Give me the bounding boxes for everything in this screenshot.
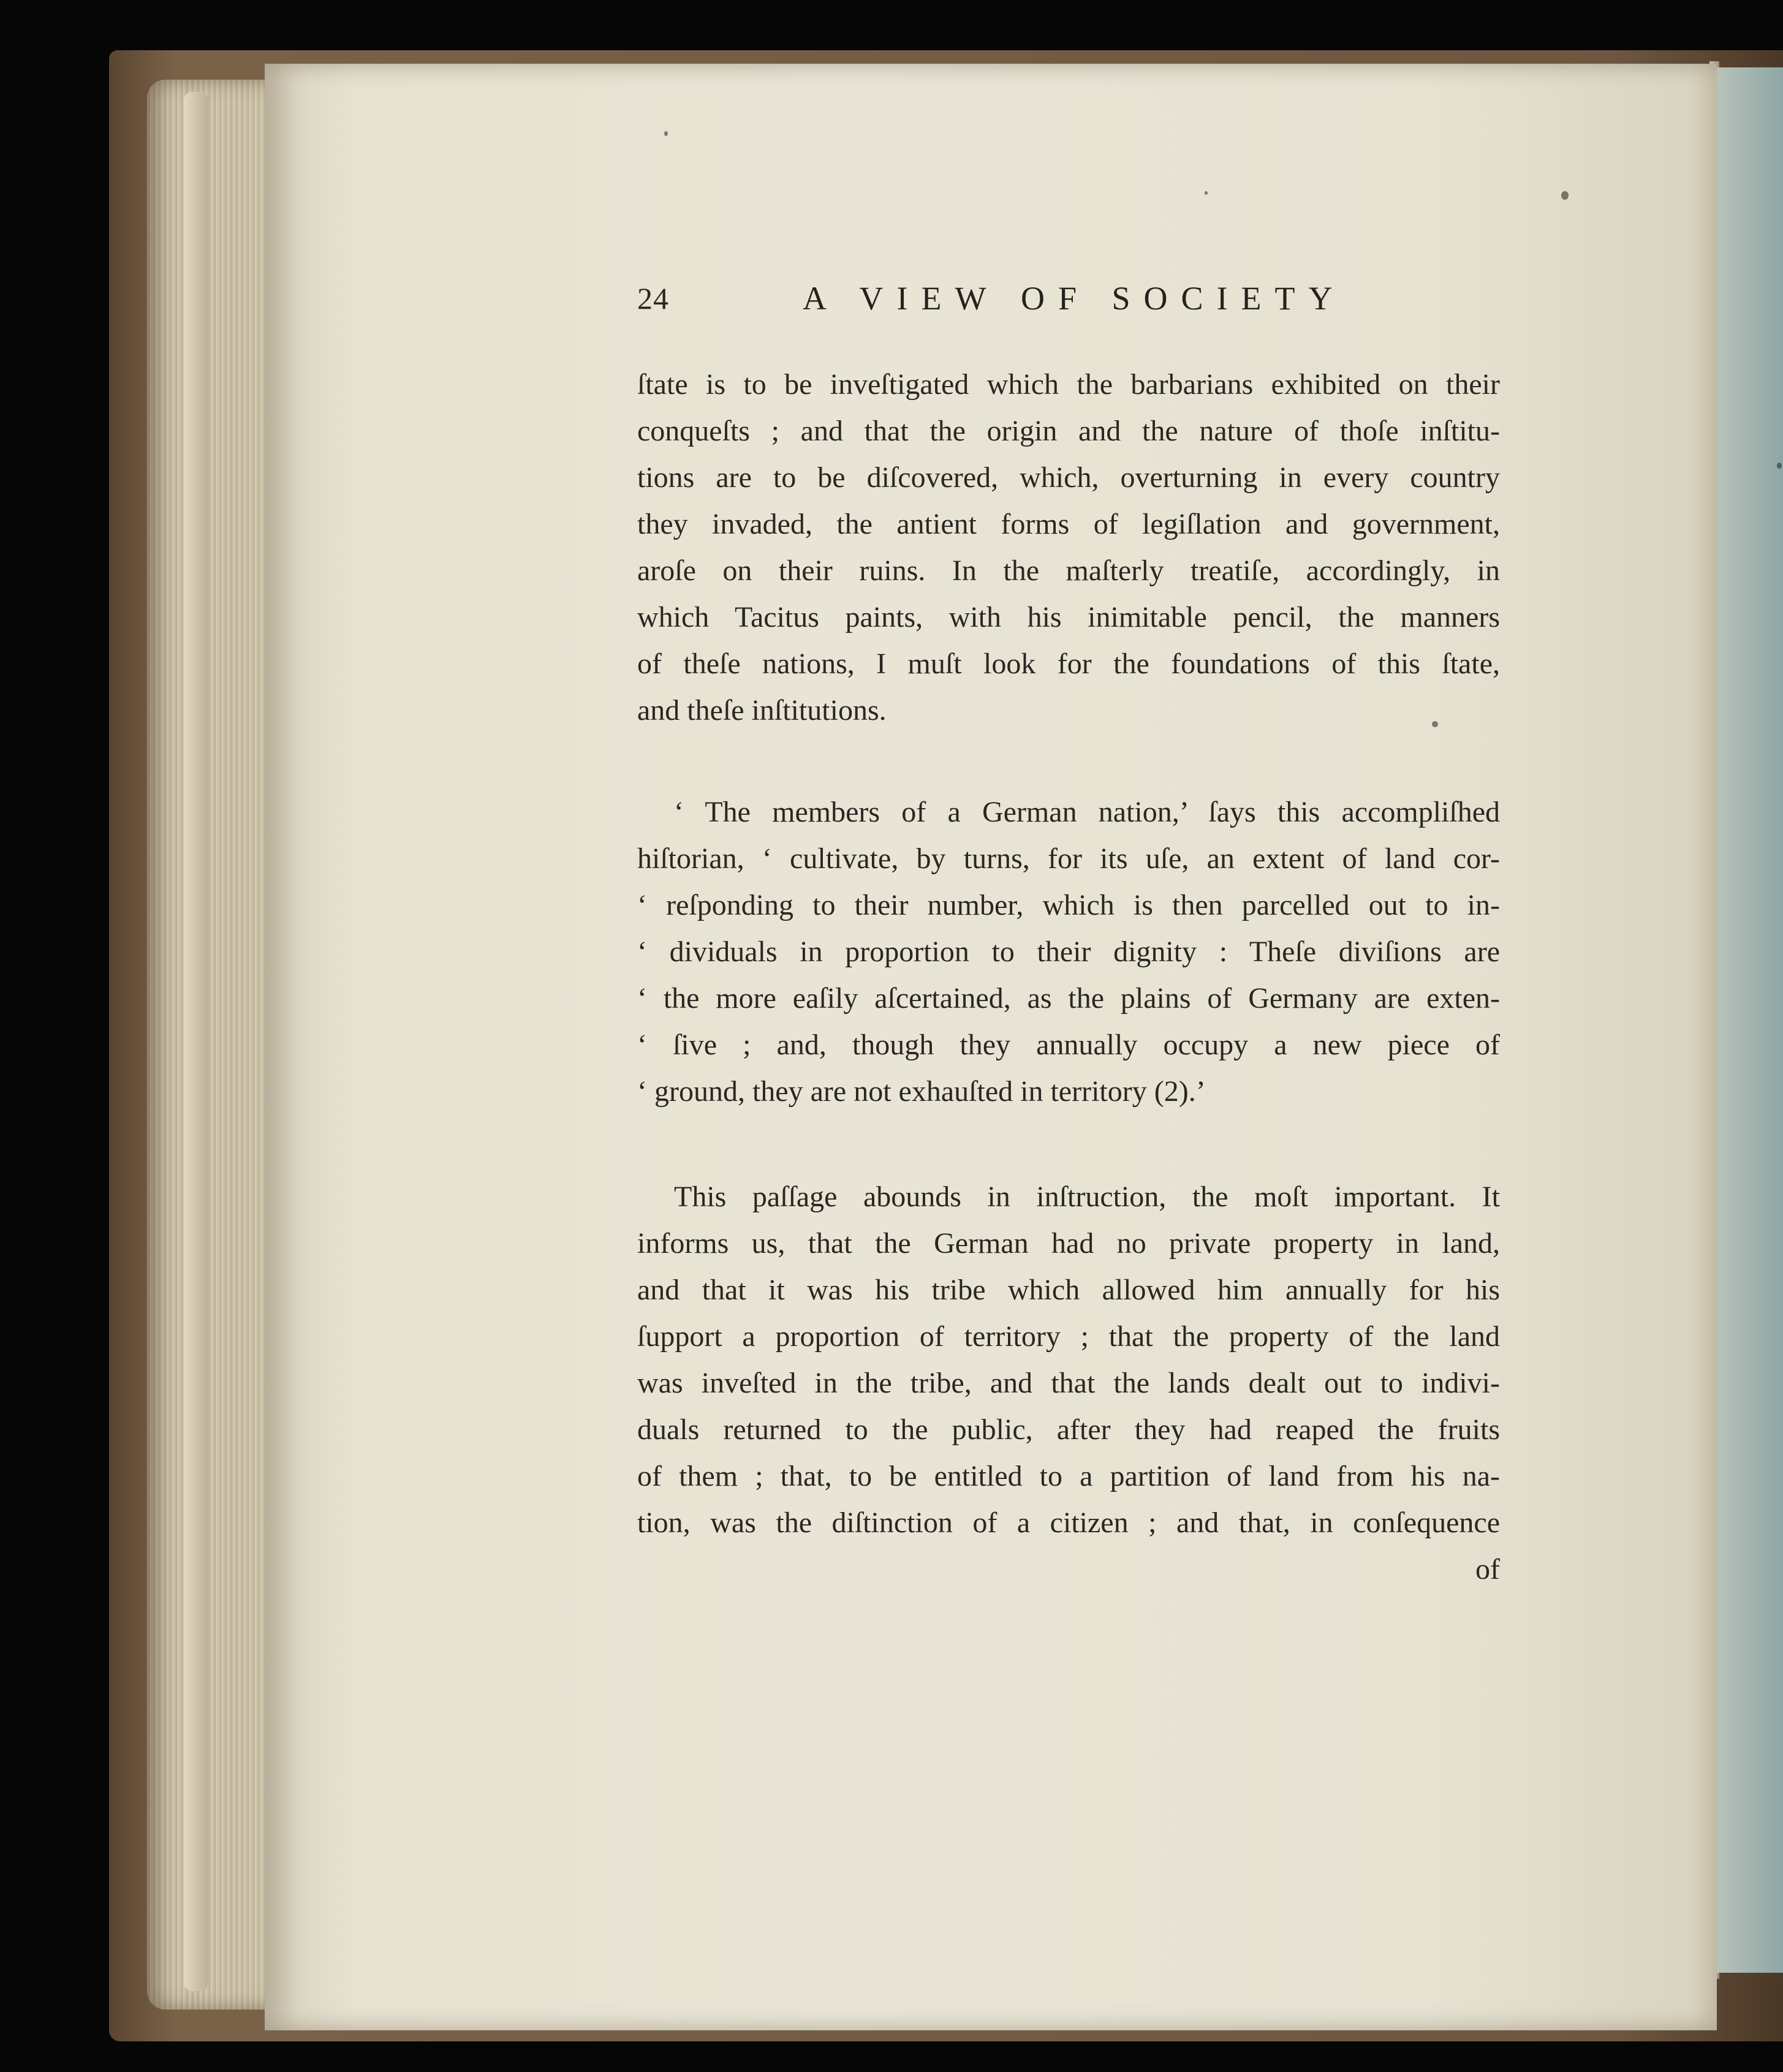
paragraph-gap [637, 1115, 1500, 1174]
text-line: ‘ ſive ; and, though they annually occupy a new piece of [637, 1029, 1500, 1061]
catchword: of [1475, 1553, 1500, 1586]
paragraph-2-quotation [637, 789, 1500, 1115]
text-line: ſupport a proportion of territory ; that the property of the land [637, 1320, 1500, 1353]
paper-speck [664, 131, 668, 136]
paper-speck [1432, 721, 1438, 727]
text-line: duals returned to the public, after they had reaped the fruits [637, 1413, 1500, 1446]
text-line: tions are to be diſcovered, which, overturning in every country [637, 461, 1500, 494]
text-line: and theſe inſtitutions. [637, 694, 887, 727]
paper-speck [1205, 191, 1208, 195]
text-line: hiſtorian, ‘ cultivate, by turns, for its uſe, an extent of land cor- [637, 842, 1500, 875]
text-line: conqueſts ; and that the origin and the nature of thoſe inſtitu- [637, 415, 1500, 447]
text-line: ‘ the more eaſily aſcertained, as the plains of Germany are exten- [637, 982, 1500, 1015]
text-line: ‘ dividuals in proportion to their dignity : Theſe diviſions are [637, 936, 1500, 968]
text-line: tion, was the diſtinction of a citizen ; and that, in conſequence [637, 1507, 1500, 1539]
paragraph-1 [637, 361, 1500, 734]
body-text [637, 361, 1500, 1593]
text-line: aroſe on their ruins. In the maſterly treatiſe, accordingly, in [637, 554, 1500, 587]
text-line: ‘ ground, they are not exhauſted in territory (2).’ [637, 1075, 1206, 1108]
text-line: was inveſted in the tribe, and that the lands dealt out to indivi- [637, 1367, 1500, 1399]
paper-speck [1777, 463, 1782, 469]
text-line: they invaded, the antient forms of legiſlation and government, [637, 508, 1500, 540]
text-line: of them ; that, to be entitled to a partition of land from his na- [637, 1460, 1500, 1492]
paragraph-3 [637, 1174, 1500, 1546]
running-head [637, 281, 1385, 323]
text-line: which Tacitus paints, with his inimitable pencil, the manners [637, 601, 1500, 633]
running-title: A VIEW OF SOCIETY [803, 280, 1346, 317]
text-line: ſtate is to be inveſtigated which the barbarians exhibited on their [637, 368, 1500, 401]
text-line: of theſe nations, I muſt look for the foundations of this ſtate, [637, 648, 1500, 680]
facing-board [1716, 67, 1783, 1973]
page-edges-left [147, 80, 276, 2010]
page-edge-highlight [184, 92, 208, 1991]
paragraph-gap [637, 734, 1500, 789]
text-line: informs us, that the German had no private property in land, [637, 1227, 1500, 1260]
text-line: and that it was his tribe which allowed him annually for his [637, 1274, 1500, 1306]
text-line: ‘ reſponding to their number, which is then parcelled out to in- [637, 889, 1500, 921]
page-number: 24 [637, 281, 669, 316]
text-line: This paſſage abounds in inſtruction, the moſt important. It [674, 1181, 1500, 1213]
paper-speck [1561, 191, 1569, 200]
text-line: ‘ The members of a German nation,’ ſays this accompliſhed [674, 796, 1500, 828]
